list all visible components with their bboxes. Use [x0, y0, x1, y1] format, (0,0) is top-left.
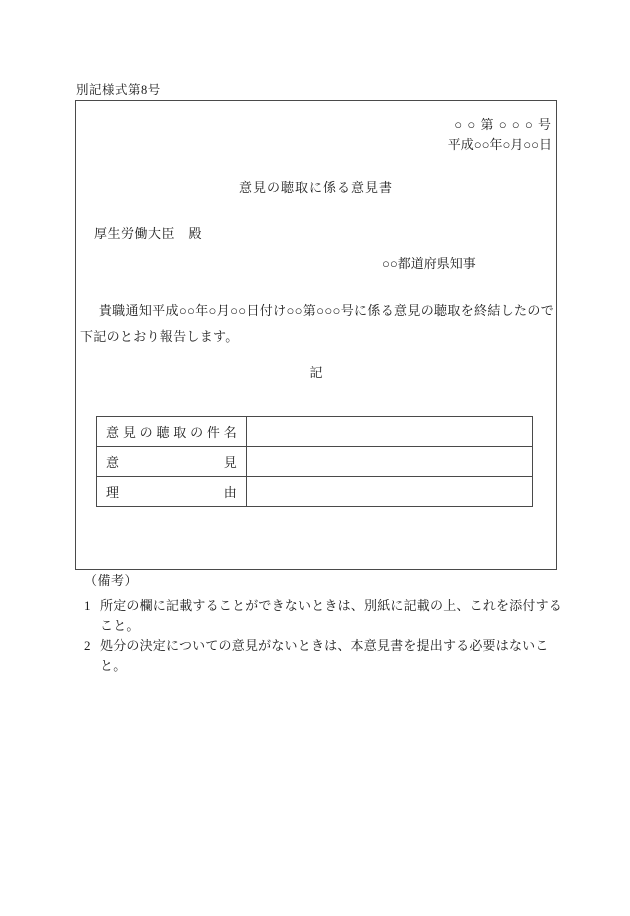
remarks-heading: （備考） — [84, 573, 139, 588]
body-paragraph: 貴職通知平成○○年○月○○日付け○○第○○○号に係る意見の聴取を終結したので下記のとおり報告します。 — [80, 303, 554, 344]
remark-item-1 — [84, 596, 562, 636]
table-cell-reason-value — [247, 477, 533, 507]
form-border-box — [75, 100, 557, 570]
table-label-reason: 理由 — [97, 477, 247, 507]
table-row-reason — [97, 477, 533, 507]
addressee-line: 厚生労働大臣 殿 — [94, 226, 203, 241]
table-label-opinion: 意見 — [97, 447, 247, 477]
sender-line: ○○都道府県知事 — [382, 256, 476, 271]
remark-text-2: 処分の決定についての意見がないときは、本意見書を提出する必要はないこと。 — [100, 638, 549, 673]
document-number: ○ ○ 第 ○ ○ ○ 号 — [454, 117, 552, 132]
remark-number-2: 2 — [84, 638, 91, 653]
form-number-label: 別記様式第8号 — [76, 83, 161, 97]
table-row-subject — [97, 417, 533, 447]
section-marker-ki: 記 — [309, 365, 323, 380]
document-title: 意見の聴取に係る意見書 — [238, 180, 393, 195]
table-cell-subject-value — [247, 417, 533, 447]
table-row-opinion — [97, 447, 533, 477]
remark-item-2 — [84, 636, 562, 676]
remarks-section — [84, 570, 562, 676]
document-date: 平成○○年○月○○日 — [447, 137, 552, 152]
opinion-table — [96, 416, 533, 507]
remark-text-1: 所定の欄に記載することができないときは、別紙に記載の上、これを添付すること。 — [100, 598, 563, 633]
table-label-subject: 意見の聴取の件名 — [97, 417, 247, 447]
remark-number-1: 1 — [84, 598, 91, 613]
table-cell-opinion-value — [247, 447, 533, 477]
